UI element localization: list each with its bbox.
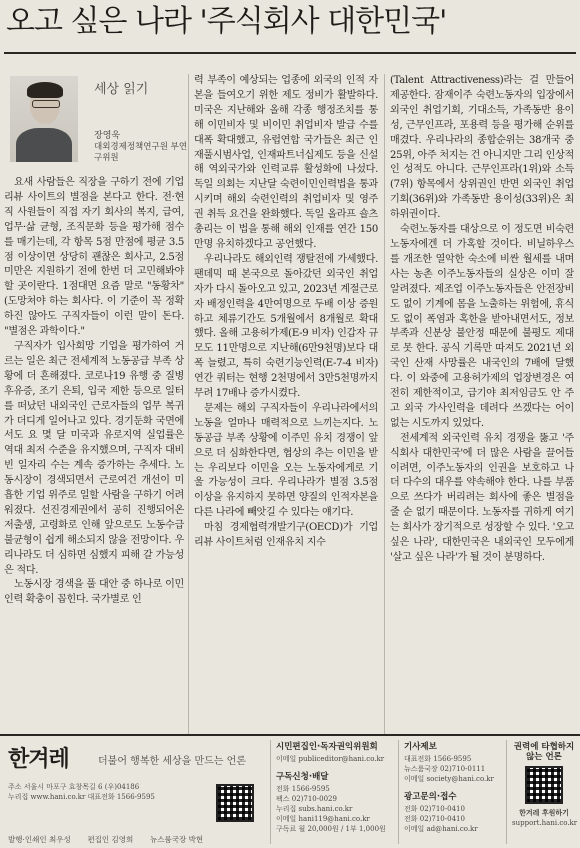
tips-email[interactable]: 이메일 society@hani.co.kr — [404, 775, 494, 783]
footer-divider — [270, 740, 271, 844]
subscribe-site[interactable]: 누리집 subs.hani.co.kr — [276, 805, 353, 813]
reader-committee-title: 시민편집인·독자권익위원회 — [276, 742, 378, 752]
paragraph: 구직자가 입사희망 기업을 평가하여 거르는 일은 최근 전세계적 노동공급 부족 상황에 더 흔해졌다. 코로나19 유행 중 질병 후유증, 조기 은퇴, 입국 제한 등으로 일터를 떠났던 내외국인 근로자들의 업무 복귀가 더디게 일어나고 있다. 경기둔화 국면에서도 요 몇 달 미국과 유로지역 실업률은 역대 최저 수준을 유지했으며, 구직자 대비 빈 일자리 수는 계속 증가하는 추세다. 노동시장이 경색되면서 근로여건 개선이 미흡한 기업 위주로 일할 사람을 구하기 어려워졌다. 선진경제권에서 공히 진행되어온 저출생, 고령화로 인해 앞으로도 노동수급 불균형이 쉽게 해소되지 않을 전망이다. 우리나라도 더 심하면 심했지 피해 갈 가능성은 적다. — [4, 340, 184, 576]
author-byline — [4, 64, 194, 174]
staff-editor: 편집인 김영희 — [87, 835, 134, 844]
footer-divider — [506, 740, 507, 844]
paragraph: 력 부족이 예상되는 업종에 외국의 인적 자본을 들여오기 위한 제도 정비가 활발하다. 미국은 지난해와 올해 각종 행정조치를 통해 이민비자 및 비이민 취업비자 발급 수를 대폭 확대했고, 유럽연합 국가들은 최근 인재풀시범사업, 인재파트너십제도 등을 신설해 역외국가와 인력교류 활성화에 나섰다. 독일 의회는 지난달 숙련이민인력법을 통과시키며 해외 숙련인력의 취업비자 및 영주권 취득 요건을 완화했다. 독일 올라프 숄츠 총리는 이 법을 통해 해외 인재를 연간 150만명 유치하겠다고 공언했다. — [194, 75, 378, 250]
article-column-2 — [194, 74, 378, 734]
paragraph: 숙련노동자를 대상으로 이 정도면 비숙련노동자에겐 더 가혹할 것이다. 비닐하우스를 개조한 열악한 숙소에 비싼 월세를 내며 사는 농촌 이주노동자들의 실상은 이미 잘 알려졌다. 제조업 이주노동자들은 안전장비도 없이 기계에 몸을 노출하는 위험에, 휴식도 없이 폭염과 혹한을 받아내면서도, 정보 부족과 신분상 불안정 때문에 불평도 제대로 못 한다. 공식 기록만 따져도 2021년 외국인 산재 사망률은 내국인의 7배에 달했다. 이 와중에 고용허가제의 업장변경은 여전히 제한적이고, 급기야 최저임금도 안 주고 외국 가사인력을 데려다 쓰겠다는 어이없는 시도까지 있었다. — [390, 224, 574, 429]
tips-newsroom: 뉴스룸국장 02)710-0111 — [404, 765, 486, 773]
tips-title: 기사제보 — [404, 742, 437, 752]
footer-divider — [398, 740, 399, 844]
ads-email[interactable]: 이메일 ad@hani.co.kr — [404, 825, 478, 833]
tips-phone: 대표전화 1566-9595 — [404, 755, 472, 763]
title-rule — [4, 52, 576, 54]
hankyoreh-logo: 한겨레 — [8, 747, 69, 772]
paragraph: 문제는 해외 구직자들이 우리나라에서의 노동을 얼마나 매력적으로 느끼는지다. 노동공급 부족 상황에 이주민 유치 경쟁이 앞으로 더 심화한다면, 협상의 추는 이민을 받는 우리보다 이민을 오는 노동자에게로 기울 가능성이 크다. 우리나라가 별점 3.5점 이상을 유지하지 못하면 양질의 인적자본을 다른 나라에 빼앗길 수 있다는 얘기다. — [194, 402, 378, 519]
qr-code-icon[interactable] — [216, 784, 254, 822]
author-affiliation: 대외경제정책연구원 부연구위원 — [94, 142, 188, 163]
column-divider — [188, 74, 189, 734]
article-column-3 — [390, 74, 574, 734]
footer-reader-committee — [276, 742, 394, 834]
paragraph: 우리나라도 해외인력 쟁탈전에 가세했다. 팬데믹 때 본국으로 돌아갔던 외국인 취업자가 다시 돌아오고 있고, 2023년 계절근로자 배정인력을 4만여명으로 두배 이상 증원하고 체류기간도 5개월에서 8개월로 확대했다. 올해 고용허가제(E-9 비자) 인갑자 규모도 11만명으로 지난해(6만9천명)보다 대폭 늘렸고, 특히 숙련기능인력(E-7-4 비자) 연간 쿼터는 현행 2천명에서 3만5천명까지 무려 17배나 증가시켰다. — [194, 253, 378, 400]
article-column-1 — [4, 176, 184, 732]
paragraph: 요새 사람들은 직장을 구하기 전에 기업리뷰 사이트의 별점을 본다고 한다. 전·현직 사원들이 직접 자기 회사의 복지, 급여, 업무·삶 균형, 조직문화 등을 평가해 점수를 매기는데, 각 항목 5점 만점에 평균 3.5점 이상이면 상당히 괜찮은 회사고, 2.5점 미만은 지원하기 전에 한번 더 고민해봐야 할 곳이란다. 1점대면 요즘 말로 "동황차"(도망쳐야 하는 회사다. 이 기준이 꼭 정확하진 않아도 구직자들이 이런 말이 돈다. "별점은 과학이다." — [4, 177, 184, 338]
subscribe-title: 구독신청·배달 — [276, 772, 329, 782]
footer-slogan: 더불어 행복한 세상을 만드는 언론 — [98, 756, 246, 767]
footer-address — [8, 782, 208, 802]
support-title: 권력에 타협하지 않는 언론 — [513, 742, 575, 762]
subscribe-email[interactable]: 이메일 hani119@hani.co.kr — [276, 815, 370, 823]
paragraph: (Talent Attractiveness)라는 걸 만들어 제공한다. 잠재이주 숙련노동자의 입장에서 외국인 취업기회, 기대소득, 가족동반 용이성, 근무인프라, 포용력 등을 평가해 순위를 매겼다. 우리나라의 종합순위는 38개국 중 25위, 아주 처지는 건 아니지만 그리 인상적인 성적도 아니다. 근무인프라(1위)와 소득(7위) 항목에서 상위권인 반면 외국인 취업기회(36위)와 가족동반 용이성(33위)은 최하위권이다. — [390, 75, 574, 221]
staff-publisher: 발행·인쇄인 최우성 — [8, 835, 71, 844]
subscribe-price: 구독료 월 20,000원 / 1부 1,000원 — [276, 825, 386, 833]
article-title: 오고 싶은 나라 '주식회사 대한민국' — [6, 4, 447, 39]
site-text: 누리집 www.hani.co.kr 대표전화 1566-9595 — [8, 793, 155, 801]
support-qr-code-icon[interactable] — [525, 766, 563, 804]
ads-title: 광고문의·접수 — [404, 792, 457, 802]
author-photo — [10, 76, 78, 162]
paragraph: 노동시장 경색을 풀 대안 중 하나로 이민인력 확충이 꼽힌다. 국가별로 인 — [4, 579, 184, 606]
support-label[interactable]: 한겨레 후원하기 — [519, 808, 569, 817]
footer-support — [512, 742, 576, 828]
staff-credits — [8, 834, 203, 845]
subscribe-phone: 전화 1566-9595 — [276, 785, 330, 793]
column-section-label: 세상 읽기 — [94, 82, 149, 97]
paragraph: 전세계적 외국인력 유치 경쟁을 뚫고 '주식회사 대한민국'에 더 많은 사람을 끌어들이려면, 이주노동자의 인권을 보호하고 나 더 다수의 대우를 약속해야 한다. 나를 부품으로 쓰다가 버리려는 회사에 좋은 별점을 줄 순 없기 때문이다. 노동자를 귀하게 여기는 회사가 장기적으로 성장할 수 있다. '오고 싶은 나라', 대한민국은 내외국인 모두에게 '살고 싶은 나라'가 될 것이 분명하다. — [390, 432, 574, 563]
support-site[interactable]: support.hani.co.kr — [512, 819, 578, 827]
ads-phone: 전화 02)710-0410 — [404, 815, 465, 823]
subscribe-fax: 팩스 02)710-0029 — [276, 795, 337, 803]
column-divider — [384, 74, 385, 734]
newspaper-footer — [0, 734, 580, 848]
ads-phone: 전화 02)710-0410 — [404, 805, 465, 813]
author-name: 장영욱 — [94, 131, 121, 141]
reader-committee-email[interactable]: 이메일 publiceditor@hani.co.kr — [276, 755, 385, 763]
paragraph: 마침 경제협력개발기구(OECD)가 기업리뷰 사이트처럼 인재유치 지수 — [194, 522, 378, 549]
footer-tips — [404, 742, 500, 834]
address-text: 주소 서울시 마포구 효창목길 6 (우)04186 — [8, 783, 140, 791]
staff-director: 뉴스룸국장 박현 — [150, 835, 204, 844]
